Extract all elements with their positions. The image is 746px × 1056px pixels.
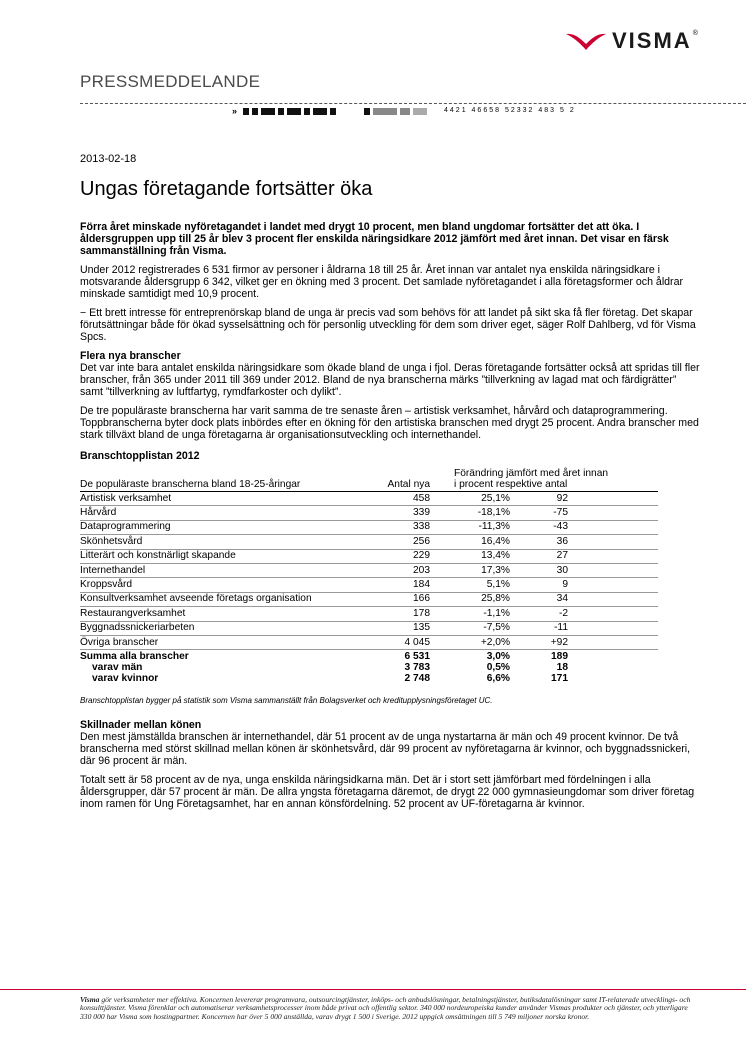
- paragraph: Den mest jämställda branschen är internethandel, där 51 procent av de unga nystartarna är män och 49 procent kvinnor. De två branscherna med störst skillnad mellan könen är skönhetsvård, där 99 procent av nyföretagarna är kvinnor, och byggnadssnickeri, där 96 procent är män.: [80, 730, 691, 767]
- women-branch: varav kvinnor: [92, 672, 159, 684]
- cell-count: 178: [378, 607, 430, 621]
- total-branch: Summa alla branscher: [80, 650, 378, 663]
- header-divider: [80, 103, 746, 104]
- cell-branch: Konsultverksamhet avseende företags organisation: [80, 592, 378, 606]
- table-women-row: [80, 673, 658, 684]
- cell-abs: 34: [510, 592, 568, 606]
- paragraph: De tre populäraste branscherna har varit samma de tre senaste åren – artistisk verksamhet, hårvård och dataprogrammering. Toppbranscherna byter dock plats inbördes efter en ökning för den artistiska branschen med drygt 25 procent. Andra branscher med stark tillväxt bland de unga företagarna är organisationsutveckling och internethandel.: [80, 405, 699, 441]
- column-header-branch: De populäraste branscherna bland 18-25-åringar: [80, 468, 378, 492]
- total-pct: 3,0%: [430, 650, 510, 663]
- total-abs: 189: [510, 650, 568, 663]
- men-abs: 18: [556, 662, 568, 674]
- cell-pct: 5,1%: [430, 578, 510, 592]
- table-title: Branschtopplistan 2012: [80, 450, 200, 462]
- cell-abs: 27: [510, 549, 568, 563]
- cell-count: 135: [378, 621, 430, 635]
- press-release-label: PRESSMEDDELANDE: [80, 72, 261, 91]
- quote-paragraph: − Ett brett intresse för entreprenörskap bland de unga är precis vad som behövs för att landet på sikt ska få fler företag. Det skapar förutsättningar både för ökad sysselsättning och för personlig utveckling för dem som driver eget, säger Rolf Dahlberg, vd för Visma Spcs.: [80, 307, 696, 343]
- women-abs: 171: [551, 672, 568, 684]
- cell-abs: 30: [510, 563, 568, 577]
- total-count: 6 531: [378, 650, 430, 663]
- table-body: [80, 492, 658, 650]
- cell-branch: Kroppsvård: [80, 578, 378, 592]
- table-row: [80, 520, 658, 534]
- paragraph: Totalt sett är 58 procent av de nya, unga enskilda näringsidkarna män. Det är i stort sett jämförbart med fördelningen i alla åldersgrupper, där 57 procent är män. De allra yngsta företagarna däremot, de drygt 22 000 gymnasieungdomar som driver företag inom ramen för Ung Företagsamhet, har en annan könsfördelning. 52 procent av UF-företagarna är kvinnor.: [80, 773, 695, 810]
- cell-abs: -75: [510, 506, 568, 520]
- table-row: [80, 535, 658, 549]
- table-source-note: Branschtopplistan bygger på statistik som Visma sammanställt från Bolagsverket och kreditupplysningsföretaget UC.: [80, 695, 493, 705]
- table-row: [80, 492, 658, 506]
- cell-count: 338: [378, 520, 430, 534]
- table-men-row: [80, 663, 658, 674]
- cell-count: 184: [378, 578, 430, 592]
- barcode-numbers: 4421 46658 52332 483 5 2: [444, 107, 576, 114]
- footer-divider: [0, 989, 746, 990]
- cell-branch: Byggnadssnickeriarbeten: [80, 621, 378, 635]
- cell-pct: +2,0%: [430, 635, 510, 649]
- cell-branch: Restaurangverksamhet: [80, 607, 378, 621]
- table-row: [80, 592, 658, 606]
- table-row: [80, 607, 658, 621]
- cell-abs: 9: [510, 578, 568, 592]
- cell-count: 4 045: [378, 635, 430, 649]
- barcode-chevron: »: [232, 106, 238, 116]
- cell-pct: -18,1%: [430, 506, 510, 520]
- article-body: [80, 221, 700, 817]
- cell-pct: 25,8%: [430, 592, 510, 606]
- cell-abs: 36: [510, 535, 568, 549]
- women-count: 2 748: [404, 672, 430, 684]
- column-header-count: Antal nya: [378, 468, 430, 492]
- cell-count: 203: [378, 563, 430, 577]
- table-header-row: [80, 468, 658, 492]
- cell-branch: Artistisk verksamhet: [80, 492, 378, 506]
- table-row: [80, 621, 658, 635]
- men-count: 3 783: [404, 662, 430, 674]
- cell-count: 229: [378, 549, 430, 563]
- cell-pct: 13,4%: [430, 549, 510, 563]
- table-row: [80, 635, 658, 649]
- cell-pct: -11,3%: [430, 520, 510, 534]
- cell-count: 339: [378, 506, 430, 520]
- footer-brand: Visma: [80, 995, 100, 1004]
- lead-paragraph: Förra året minskade nyföretagandet i landet med drygt 10 procent, men bland ungdomar fortsätter det att öka. I åldersgruppen upp till 25 år blev 3 procent fler enskilda näringsidkare 2012 jämfört med året innan. Det visar en färsk sammanställning från Visma.: [80, 221, 669, 257]
- visma-logo-icon: [564, 30, 608, 52]
- cell-pct: -7,5%: [430, 621, 510, 635]
- table-row: [80, 563, 658, 577]
- paragraph: Under 2012 registrerades 6 531 firmor av personer i åldrarna 18 till 25 år. Året innan var antalet nya enskilda näringsidkare i motsvarande åldersgrupp 6 342, vilket ger en ökning med 3 procent. Det samlade nyföretagandet i alla företagsformer och åldrar minskade samtidigt med 10,9 procent.: [80, 264, 684, 300]
- cell-abs: -43: [510, 520, 568, 534]
- visma-logo-text: VISMA: [612, 28, 692, 53]
- women-pct: 6,6%: [486, 672, 510, 684]
- footer-body: gör verksamheter mer effektiva. Koncernen levererar programvara, outsourcingtjänster, inköps- och anbudslösningar, betalningstjänster, butiksdatalösningar samt IT-relaterade utvecklings- och konsulttjänster. Visma förenklar och automatiserar verksamhetsprocesser inom både privat och offentlig sektor. 340 000 nordeuropeiska kunder använder Vismas produkter och tjänster, och ytterligare 330 000 har Visma som hostingpartner. Koncernen har över 5 000 anställda, varav drygt 1 500 i Sverige. 2012 uppgick omsättningen till 5 749 miljoner norska kronor.: [80, 995, 691, 1021]
- cell-branch: Internethandel: [80, 563, 378, 577]
- cell-branch: Litterärt och konstnärligt skapande: [80, 549, 378, 563]
- cell-branch: Dataprogrammering: [80, 520, 378, 534]
- cell-abs: -2: [510, 607, 568, 621]
- cell-count: 166: [378, 592, 430, 606]
- men-pct: 0,5%: [486, 662, 510, 674]
- header-barcode: [232, 106, 576, 116]
- cell-pct: 25,1%: [430, 492, 510, 506]
- table-row: [80, 506, 658, 520]
- cell-pct: 17,3%: [430, 563, 510, 577]
- table-total-row: [80, 650, 658, 663]
- industry-table: [80, 468, 658, 684]
- table-row: [80, 549, 658, 563]
- cell-branch: Övriga branscher: [80, 635, 378, 649]
- column-header-change: [430, 468, 658, 492]
- cell-abs: +92: [510, 635, 568, 649]
- cell-count: 256: [378, 535, 430, 549]
- column-header-change-line2: i procent respektive antal: [454, 479, 568, 490]
- cell-branch: Skönhetsvård: [80, 535, 378, 549]
- table-row: [80, 578, 658, 592]
- cell-abs: -11: [510, 621, 568, 635]
- cell-count: 458: [378, 492, 430, 506]
- registered-mark: ®: [692, 29, 698, 37]
- men-branch: varav män: [92, 662, 143, 674]
- visma-logo: [564, 28, 697, 54]
- cell-pct: -1,1%: [430, 607, 510, 621]
- page-title: Ungas företagande fortsätter öka: [80, 178, 373, 200]
- release-date: 2013-02-18: [80, 153, 137, 165]
- cell-pct: 16,4%: [430, 535, 510, 549]
- cell-branch: Hårvård: [80, 506, 378, 520]
- section-heading: Flera nya branscher: [80, 350, 181, 362]
- column-header-change-line1: Förändring jämfört med året innan: [454, 468, 609, 479]
- footer-text: [80, 996, 700, 1021]
- cell-abs: 92: [510, 492, 568, 506]
- paragraph: Det var inte bara antalet enskilda näringsidkare som ökade bland de unga i fjol. Deras företagande fortsätter också att spridas till fler branscher, från 365 under 2011 till 369 under 2012. Bland de nya branscherna märks ”tillverkning av lagad mat och färdigrätter” samt ”tillverkning av luftfartyg, rymdfarkoster och dylikt”.: [80, 362, 700, 398]
- section-heading: Skillnader mellan könen: [80, 718, 202, 731]
